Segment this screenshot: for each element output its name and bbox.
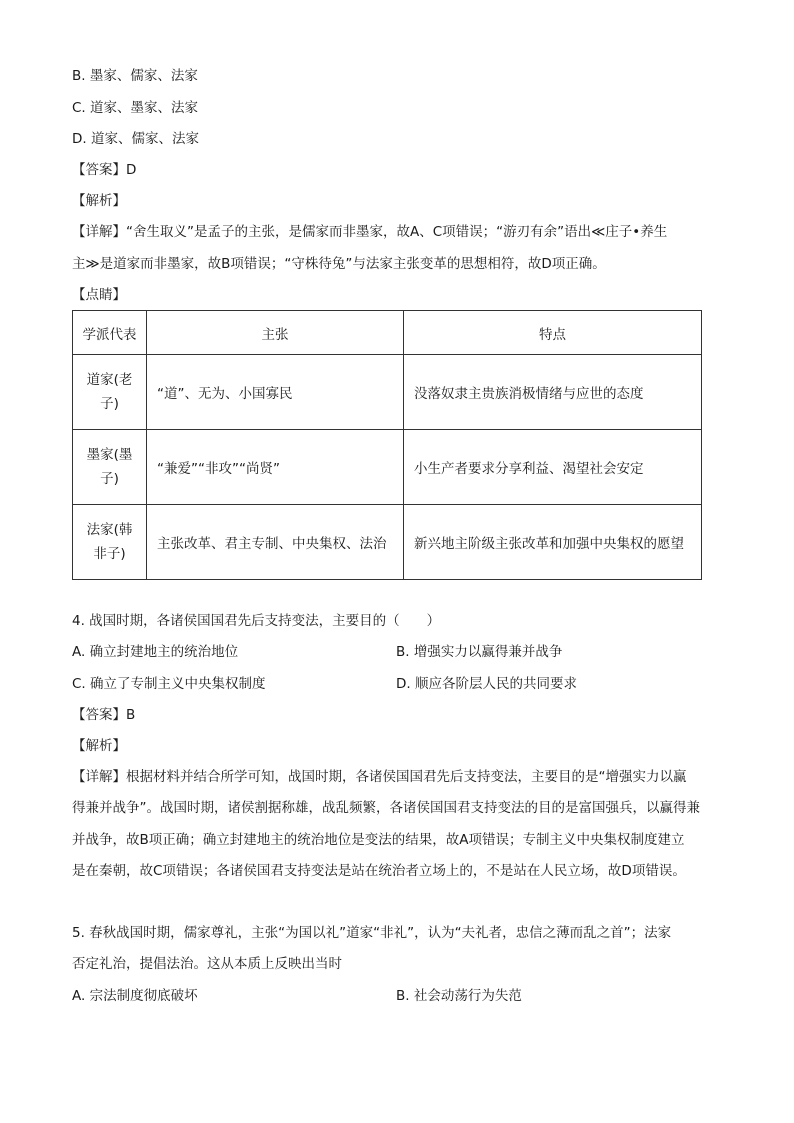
q4-stem: 4. 战国时期，各诸侯国国君先后支持变法，主要目的（ ） [72, 613, 441, 629]
q4-option-a: A. 确立封建地主的统治地位 [72, 644, 239, 660]
q4-detail-line-1: 【详解】根据材料并结合所学可知，战国时期，各诸侯国国君先后支持变法，主要目的是“增强实力以赢 [72, 769, 687, 785]
q3-option-d: D. 道家、儒家、法家 [72, 131, 199, 147]
q4-option-d: D. 顺应各阶层人民的共同要求 [396, 676, 577, 692]
table-cell-claim: “兼爱”“非攻”“尚贤” [147, 430, 404, 505]
table-cell-school [73, 430, 147, 505]
table-row [73, 355, 702, 430]
q4-option-c: C. 确立了专制主义中央集权制度 [72, 676, 266, 692]
q5-stem-line-2: 否定礼治，提倡法治。这从本质上反映出当时 [72, 956, 342, 972]
q3-detail-line-2: 主≫是道家而非墨家，故B项错误；“守株待兔”与法家主张变革的思想相符，故D项正确。 [72, 256, 606, 272]
q5-option-a: A. 宗法制度彻底破坏 [72, 988, 198, 1004]
q4-detail-line-3: 并战争，故B项正确；确立封建地主的统治地位是变法的结果，故A项错误；专制主义中央集权制度建立 [72, 832, 685, 848]
schools-table [72, 310, 702, 580]
q3-pointers-label: 【点睛】 [72, 287, 126, 303]
q3-option-b: B. 墨家、儒家、法家 [72, 68, 198, 84]
table-header-feature: 特点 [404, 311, 702, 355]
q4-analysis-label: 【解析】 [72, 738, 126, 754]
table-cell-claim: “道”、无为、小国寡民 [147, 355, 404, 430]
q3-answer: 【答案】D [72, 162, 137, 178]
school-line-1: 墨家(墨 [86, 447, 133, 463]
table-header-school: 学派代表 [73, 311, 147, 355]
table-row [73, 505, 702, 580]
table-row [73, 430, 702, 505]
table-cell-school [73, 505, 147, 580]
q4-detail-line-4: 是在秦朝，故C项错误；各诸侯国君支持变法是站在统治者立场上的，不是站在人民立场，故D项错误。 [72, 863, 686, 879]
table-cell-school [73, 355, 147, 430]
q3-analysis-label: 【解析】 [72, 193, 126, 209]
table-cell-feature: 没落奴隶主贵族消极情绪与应世的态度 [404, 355, 702, 430]
q4-option-b: B. 增强实力以赢得兼并战争 [396, 644, 563, 660]
table-cell-feature: 新兴地主阶级主张改革和加强中央集权的愿望 [404, 505, 702, 580]
table-header-claim: 主张 [147, 311, 404, 355]
q4-detail-line-2: 得兼并战争”。战国时期，诸侯割据称雄，战乱频繁，各诸侯国国君支持变法的目的是富国强兵，以赢得兼 [72, 800, 700, 816]
q5-option-b: B. 社会动荡行为失范 [396, 988, 522, 1004]
school-line-1: 法家(韩 [86, 522, 133, 538]
table-cell-claim: 主张改革、君主专制、中央集权、法治 [147, 505, 404, 580]
q3-detail-line-1: 【详解】“舍生取义”是孟子的主张，是儒家而非墨家，故A、C项错误；“游刃有余”语出≪庄子•养生 [72, 224, 668, 240]
q5-stem-line-1: 5. 春秋战国时期，儒家尊礼，主张“为国以礼”道家“非礼”，认为“夫礼者，忠信之薄而乱之首”；法家 [72, 925, 672, 941]
school-line-1: 道家(老 [86, 372, 133, 388]
q3-option-c: C. 道家、墨家、法家 [72, 100, 199, 116]
school-line-2: 子) [100, 471, 119, 487]
q4-answer: 【答案】B [72, 707, 136, 723]
table-cell-feature: 小生产者要求分享利益、渴望社会安定 [404, 430, 702, 505]
school-line-2: 子) [100, 396, 119, 412]
school-line-2: 非子) [93, 546, 126, 562]
